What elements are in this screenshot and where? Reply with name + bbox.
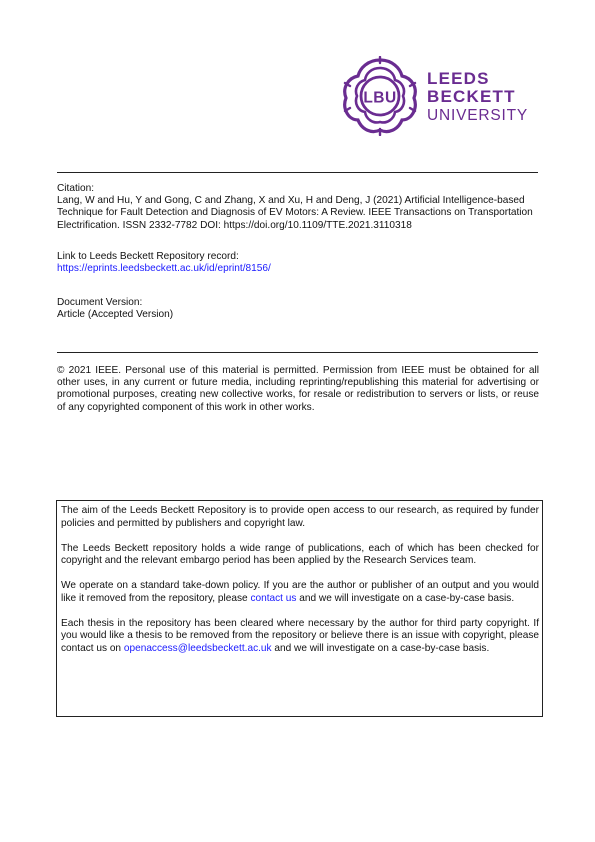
repository-link-label: Link to Leeds Beckett Repository record:: [57, 251, 239, 262]
notice-p3-text-after: and we will investigate on a case-by-case basis.: [296, 592, 515, 604]
notice-paragraph-1: The aim of the Leeds Beckett Repository is to provide open access to our research, as required by funder policies and permitted by publishers and copyright law.: [61, 505, 539, 529]
notice-p4-text-before: Each thesis in the repository has been cleared where necessary by the author for third party copyright. If you would like a thesis to be removed from the repository or believe there is an issue with copyright, please contact us on: [61, 617, 540, 654]
logo-wordmark: [427, 70, 528, 125]
logo-mark-text: LBU: [363, 89, 397, 107]
copyright-notice: [57, 365, 539, 414]
repository-link-section: [57, 251, 539, 275]
document-version-label: Document Version:: [57, 297, 143, 308]
contact-us-link[interactable]: contact us: [250, 592, 297, 604]
document-version-value: Article (Accepted Version): [57, 309, 174, 321]
lbu-rose-emblem-icon: [340, 56, 420, 136]
citation-section: [57, 183, 539, 232]
citation-label: Citation:: [57, 183, 95, 194]
top-divider: [57, 172, 538, 173]
notice-p3-text-before: We operate on a standard take-down policy. If you are the author or publisher of an output and you would like it removed from the repository, please: [61, 580, 539, 604]
logo-line-beckett: BECKETT: [427, 87, 516, 106]
logo-line-leeds: LEEDS: [427, 69, 490, 88]
notice-paragraph-3: [61, 580, 539, 605]
notice-paragraph-4: [61, 618, 539, 656]
logo-line-university: UNIVERSITY: [427, 107, 529, 124]
document-version-section: [57, 297, 539, 321]
middle-divider: [57, 352, 538, 353]
lbu-logo: [340, 56, 540, 136]
notice-p4-text-after: and we will investigate on a case-by-case basis.: [271, 642, 490, 654]
openaccess-email-link[interactable]: openaccess@leedsbeckett.ac.uk: [123, 642, 272, 654]
repository-notice-box: [56, 500, 543, 717]
notice-paragraph-2: The Leeds Beckett repository holds a wide range of publications, each of which has been checked for copyright and the relevant embargo period has been applied by the Research Services team.: [61, 542, 539, 567]
citation-text: Lang, W and Hu, Y and Gong, C and Zhang, X and Xu, H and Deng, J (2021) Artificial Intelligence-based Technique for Fault Detection and Diagnosis of EV Motors: A Review. IEEE Transactions on Transportation Electrification. ISSN 2332-7782 DOI: https://doi.org/10.1109/TTE.2021.3110318: [57, 195, 533, 231]
repository-record-link[interactable]: https://eprints.leedsbeckett.ac.uk/id/eprint/8156/: [57, 263, 271, 275]
copyright-text: © 2021 IEEE. Personal use of this material is permitted. Permission from IEEE must be obtained for all other uses, in any current or future media, including reprinting/republishing this material for advertising or promotional purposes, creating new collective works, for resale or redistribution to servers or lists, or reuse of any copyrighted component of this work in other works.: [57, 365, 539, 413]
